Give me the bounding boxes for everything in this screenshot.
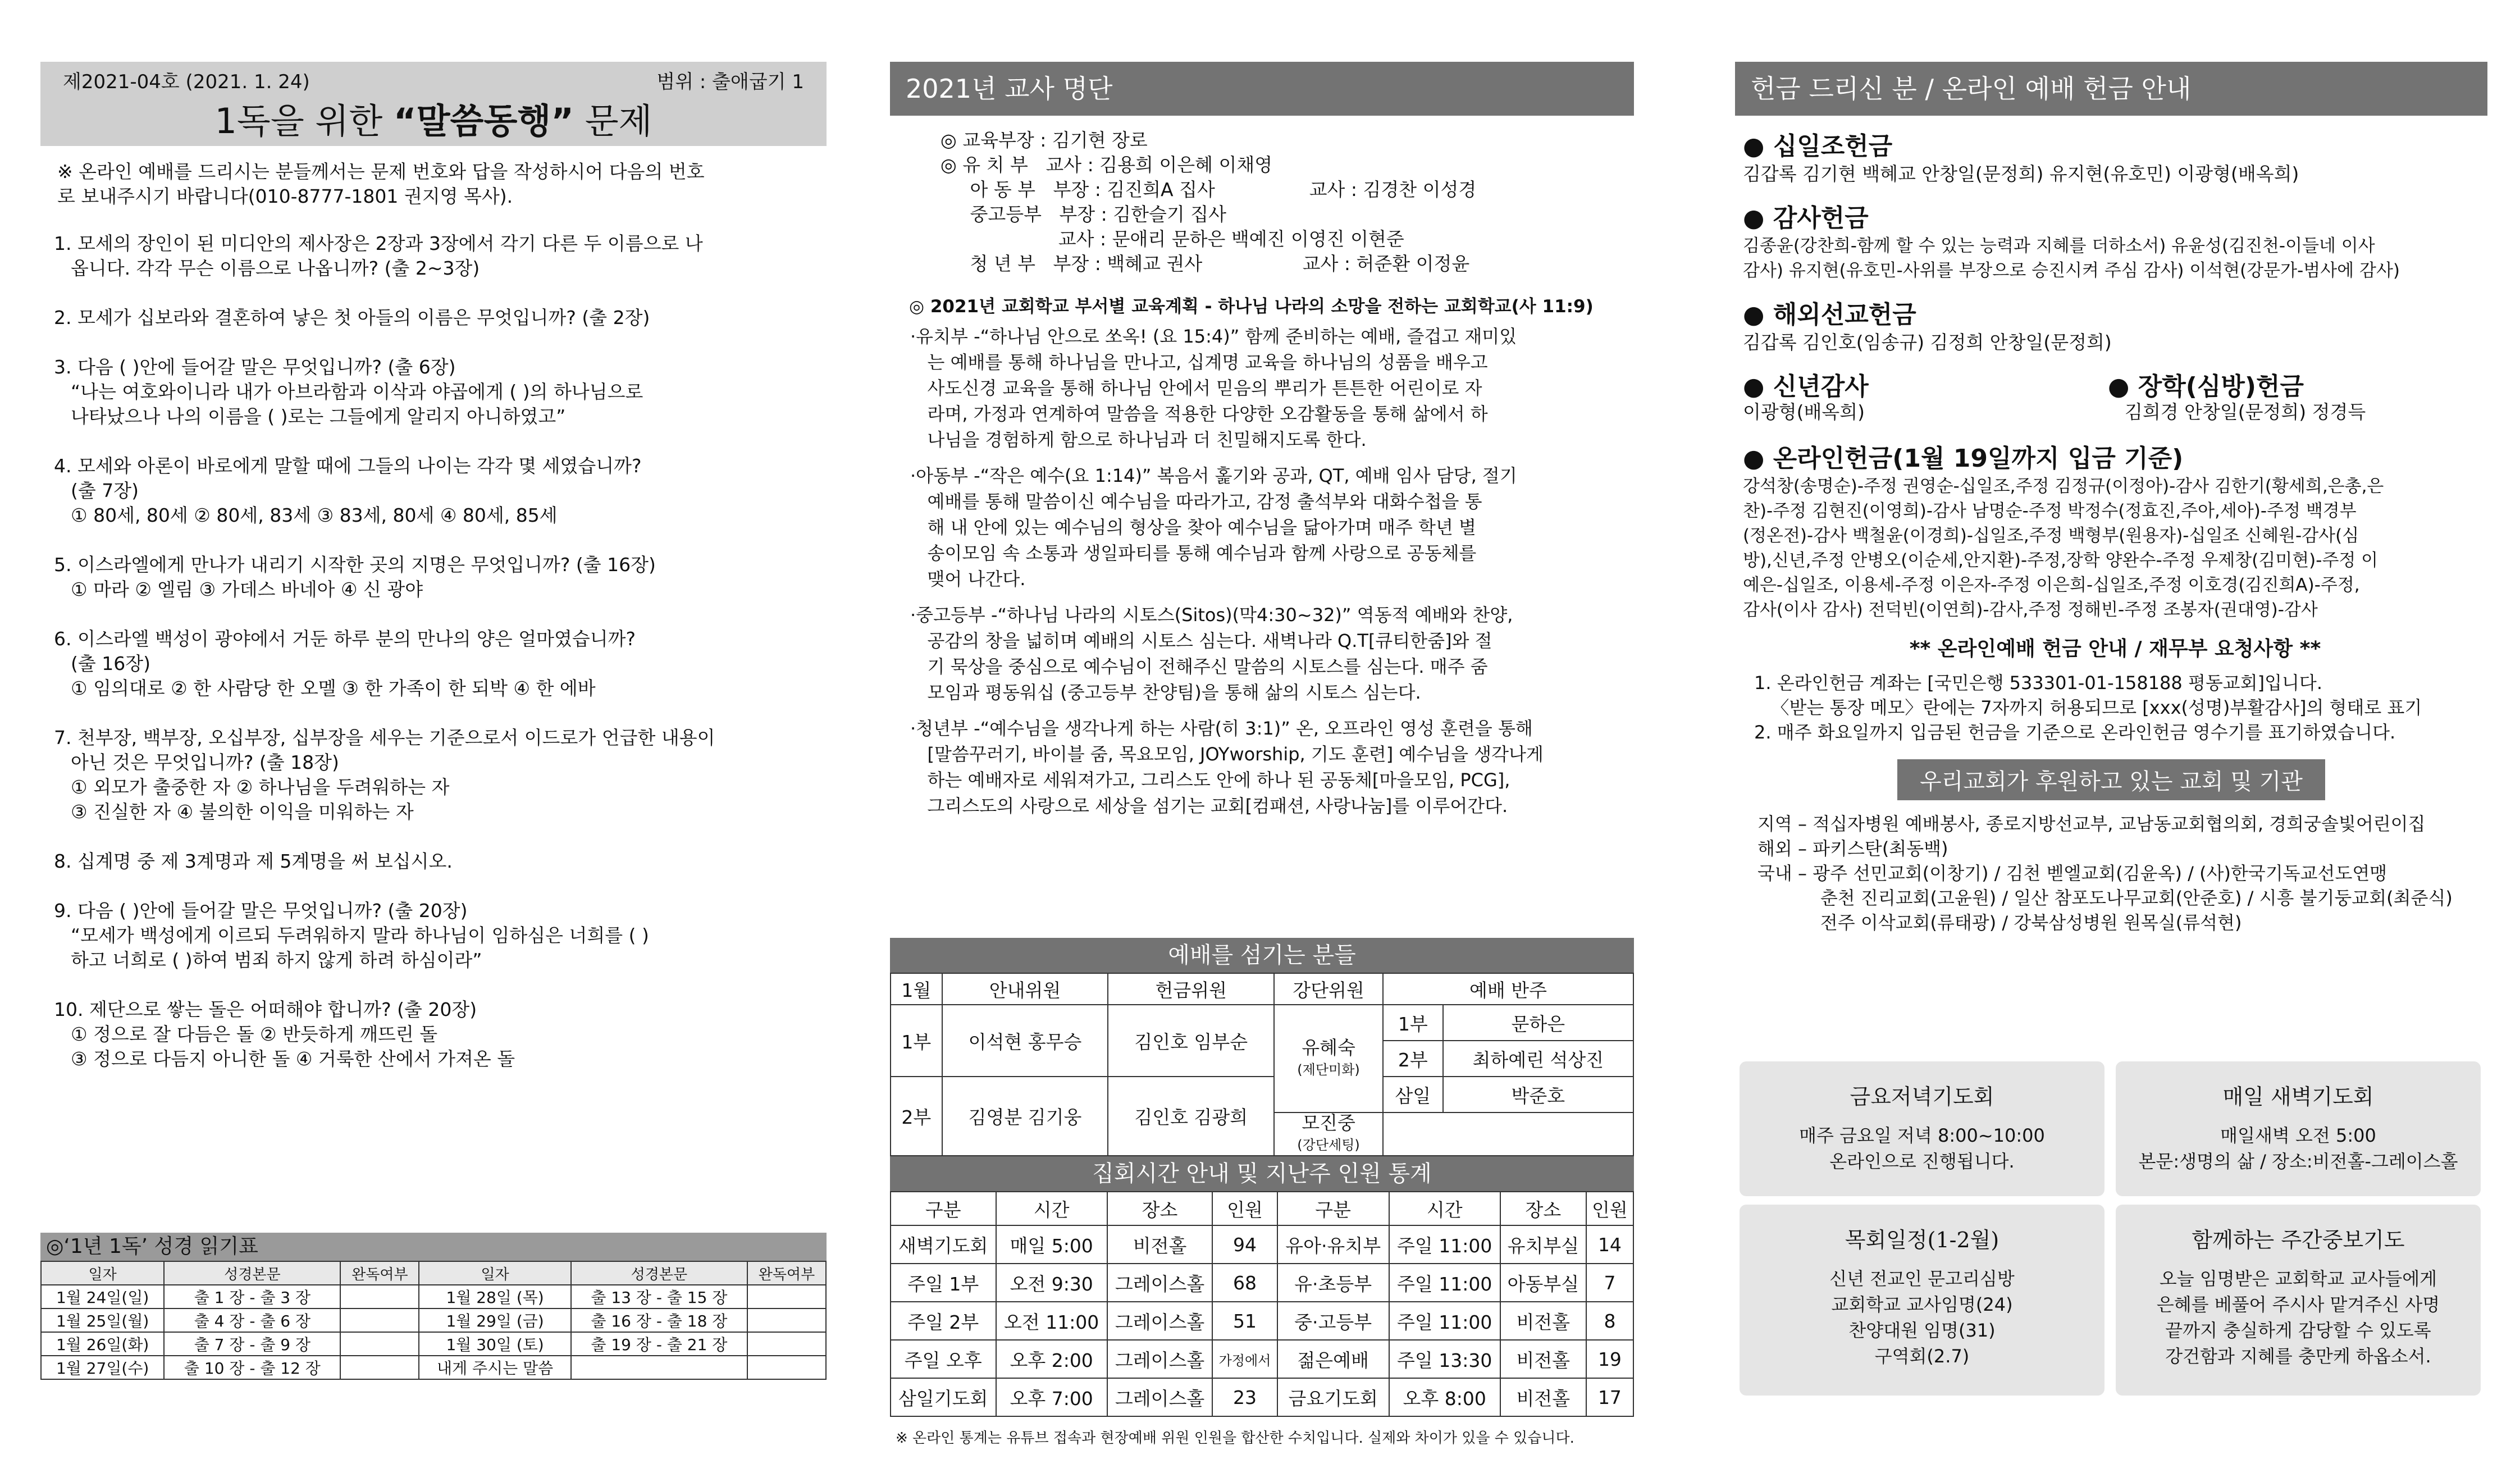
- reading-header: 완독여부: [340, 1261, 419, 1285]
- attendance-header: 시간: [1389, 1192, 1500, 1225]
- attendance-cell: 주일 11:00: [1389, 1264, 1500, 1302]
- attendance-cell: 중·고등부: [1277, 1302, 1389, 1340]
- box-title: 함께하는 주간중보기도: [2192, 1228, 2405, 1252]
- online-line: (정온전)-감사 백철윤(이경희)-십일조,주정 백형부(원용자)-십일조 신혜원-감사(심: [1743, 526, 2359, 546]
- attendance-cell: 94: [1212, 1225, 1277, 1264]
- thanks-line: 감사) 유지현(유호민-사위를 부장으로 승진시켜 주심 감사) 이석현(강문가-범사에 감사): [1743, 261, 2400, 281]
- servers-header: 강단위원: [1274, 973, 1383, 1005]
- support-line: 해외 – 파키스탄(최동백): [1757, 838, 1948, 859]
- attendance-header: 장소: [1500, 1192, 1586, 1225]
- plan-title: ◎ 2021년 교회학교 부서별 교육계획 - 하나님 나라의 소망을 전하는 교회학교(사 11:9): [909, 297, 1594, 317]
- box-line: 찬양대원 임명(31): [1848, 1320, 1996, 1341]
- servers-cell: 최하예린 석상진: [1443, 1041, 1633, 1077]
- teacher-line: 아 동 부 부장 : 김진희A 집사 교사 : 김경찬 이성경: [941, 179, 1477, 200]
- pulpit-role: (강단세팅): [1297, 1137, 1360, 1153]
- attendance-cell: 19: [1586, 1340, 1633, 1378]
- box-line: 끝까지 충실하게 감당할 수 있도록: [2165, 1320, 2431, 1341]
- attendance-cell: 오후 7:00: [996, 1378, 1107, 1416]
- plan-line: ·청년부 -“예수님을 생각나게 하는 사람(히 3:1)” 온, 오프라인 영성 훈련을 통해: [910, 718, 1533, 739]
- question-line: ① 외모가 출중한 자 ② 하나님을 두려워하는 자: [71, 776, 450, 798]
- quiz-question: [54, 355, 815, 429]
- attendance-row: [891, 1302, 1633, 1340]
- attendance-cell: 새벽기도회: [891, 1225, 996, 1264]
- reading-cell: 1월 27일(수): [41, 1356, 164, 1379]
- attendance-header: 인원: [1586, 1192, 1633, 1225]
- attendance-cell: 7: [1586, 1264, 1633, 1302]
- reading-row: [41, 1332, 826, 1356]
- attendance-cell: 주일 2부: [891, 1302, 996, 1340]
- servers-cell: 김인호 김광희: [1108, 1077, 1274, 1156]
- plan-line: 맺어 나간다.: [910, 568, 1026, 590]
- quiz-question: [54, 627, 815, 701]
- scholar-label: ● 장학(심방)헌금: [2108, 372, 2304, 401]
- attendance-header: 시간: [996, 1192, 1107, 1225]
- reading-cell: [340, 1332, 419, 1356]
- scholar-names: 김희경 안창일(문정희) 정경득: [2125, 401, 2366, 423]
- reading-cell: 출 13 장 - 출 15 장: [571, 1285, 747, 1308]
- reading-cell: [747, 1356, 826, 1379]
- plan-line: 해 내 안에 있는 예수님의 형상을 찾아 예수님을 닮아가며 매주 학년 별: [910, 517, 1476, 538]
- servers-table: [890, 973, 1634, 1156]
- reading-header: 완독여부: [747, 1261, 826, 1285]
- quiz-notice-line: 로 보내주시기 바랍니다(010-8777-1801 권지영 목사).: [57, 185, 513, 207]
- attendance-title: 집회시간 안내 및 지난주 인원 통계: [890, 1156, 1634, 1191]
- box-line: 은혜를 베풀어 주시사 맡겨주신 사명: [2156, 1294, 2440, 1315]
- quiz-title-post: 문제: [574, 101, 652, 142]
- question-line: 4. 모세와 아론이 바로에게 말할 때에 그들의 나이는 각각 몇 세였습니까?: [54, 455, 642, 477]
- box-line: 오늘 임명받은 교회학교 교사들에게: [2159, 1268, 2437, 1289]
- quiz-question: [54, 306, 815, 330]
- quiz-title-pre: 1독을 위한: [214, 101, 394, 142]
- question-list: [40, 209, 827, 1072]
- servers-cell: 1부: [1383, 1005, 1443, 1041]
- guide-line: 2. 매주 화요일까지 입금된 헌금을 기준으로 온라인헌금 영수기를 표기하였습니다.: [1754, 722, 2396, 743]
- attendance-cell: 비전홀: [1500, 1340, 1586, 1378]
- servers-title: 예배를 섬기는 분들: [890, 938, 1634, 973]
- plan-line: [말씀꾸러기, 바이블 줌, 목요모임, JOYworship, 기도 훈련] 예수님을 생각나게: [910, 744, 1544, 765]
- online-line: 감사(이사 감사) 전덕빈(이연희)-감사,주정 정해빈-주정 조봉자(권대영)-감사: [1743, 600, 2318, 620]
- reading-cell: 출 19 장 - 출 21 장: [571, 1332, 747, 1356]
- reading-cell: 1월 25일(월): [41, 1308, 164, 1332]
- box-line: 신년 전교인 문고리심방: [1829, 1268, 2015, 1289]
- servers-cell-pulpit2: [1274, 1113, 1383, 1156]
- reading-cell: [340, 1308, 419, 1332]
- box-line: 강건함과 지혜를 충만케 하옵소서.: [2165, 1346, 2431, 1367]
- attendance-cell: 68: [1212, 1264, 1277, 1302]
- attendance-row: [891, 1340, 1633, 1378]
- question-line: 아닌 것은 무엇입니까? (출 18장): [71, 751, 339, 773]
- attendance-cell: 8: [1586, 1302, 1633, 1340]
- servers-header: 1월: [891, 973, 942, 1005]
- support-line: 지역 – 적십자병원 예배봉사, 종로지방선교부, 교남동교회협의회, 경희궁솔빛어린이집: [1757, 813, 2426, 835]
- question-line: ① 정으로 잘 다듬은 돌 ② 반듯하게 깨뜨린 돌: [71, 1023, 438, 1045]
- online-line: 예은-십일조, 이용세-주정 이은자-주정 이은희-십일조,주정 이호경(김진희A)-주정,: [1743, 575, 2360, 595]
- attendance-note: ※ 온라인 통계는 유튜브 접속과 현장예배 위원 인원을 합산한 수치입니다. 실제와 차이가 있을 수 있습니다.: [896, 1430, 1574, 1447]
- servers-cell: 2부: [891, 1077, 942, 1156]
- question-line: ① 80세, 80세 ② 80세, 83세 ③ 83세, 80세 ④ 80세, 85세: [71, 504, 558, 526]
- question-line: “모세가 백성에게 이르되 두려워하지 말라 하나님이 임하심은 너희를 ( ): [71, 924, 649, 946]
- attendance-cell: 매일 5:00: [996, 1225, 1107, 1264]
- question-line: 2. 모세가 십보라와 결혼하여 낳은 첫 아들의 이름은 무엇입니까? (출 2장): [54, 307, 650, 329]
- reading-cell: [747, 1308, 826, 1332]
- support-list: [1735, 800, 2487, 935]
- attendance-cell: 비전홀: [1500, 1378, 1586, 1416]
- attendance-cell: 가정에서: [1212, 1340, 1277, 1378]
- plan-line: 하는 예배자로 세워져가고, 그리스도 안에 하나 된 공동체[마을모임, PCG],: [910, 769, 1510, 791]
- box-line: 온라인으로 진행됩니다.: [1829, 1151, 2015, 1172]
- teacher-line: 중고등부 부장 : 김한슬기 집사: [941, 203, 1227, 225]
- question-line: (출 7장): [71, 480, 139, 501]
- servers-cell: 2부: [1383, 1041, 1443, 1077]
- attendance-cell: 주일 1부: [891, 1264, 996, 1302]
- quiz-title-em: “말씀동행”: [393, 101, 574, 142]
- quiz-column: [40, 62, 827, 1072]
- question-line: 나타났으나 나의 이름을 ( )로는 그들에게 알리지 아니하였고”: [71, 405, 566, 427]
- reading-cell: 1월 26일(화): [41, 1332, 164, 1356]
- teacher-line: ◎ 유 치 부 교사 : 김용희 이은혜 이채영: [941, 154, 1273, 176]
- question-line: ① 임의대로 ② 한 사람당 한 오멜 ③ 한 가족이 한 되박 ④ 한 에바: [71, 677, 596, 699]
- reading-header: 일자: [419, 1261, 570, 1285]
- question-line: 옵니다. 각각 무슨 이름으로 나옵니까? (출 2~3장): [71, 257, 480, 279]
- teachers-title: 2021년 교사 명단: [890, 62, 1634, 116]
- servers-cell: 박준호: [1443, 1077, 1633, 1113]
- reading-cell: [340, 1356, 419, 1379]
- plan-line: 기 묵상을 중심으로 예수님이 전해주신 말씀의 시토스를 심는다. 매주 줌: [910, 656, 1488, 677]
- question-line: 8. 십계명 중 제 3계명과 제 5계명을 써 보십시오.: [54, 850, 453, 872]
- attendance-header: 장소: [1107, 1192, 1213, 1225]
- attendance-row: [891, 1225, 1633, 1264]
- attendance-cell: 그레이스홀: [1107, 1340, 1213, 1378]
- reading-cell: [571, 1356, 747, 1379]
- dawn-prayer-box: [2116, 1061, 2481, 1196]
- attendance-cell: 주일 오후: [891, 1340, 996, 1378]
- reading-cell: 출 7 장 - 출 9 장: [164, 1332, 340, 1356]
- offering-column: [1735, 62, 2487, 935]
- box-title: 금요저녁기도회: [1850, 1084, 1994, 1109]
- attendance-cell: 14: [1586, 1225, 1633, 1264]
- support-line: 전주 이삭교회(류태광) / 강북삼성병원 원목실(류석현): [1757, 912, 2242, 933]
- reading-cell: 1월 30일 (토): [419, 1332, 570, 1356]
- reading-row: [41, 1285, 826, 1308]
- guide-line: 1. 온라인헌금 계좌는 [국민은행 533301-01-158188 평동교회]입니다.: [1754, 672, 2322, 694]
- attendance-cell: 삼일기도회: [891, 1378, 996, 1416]
- mission-names: 김갑록 김인호(임송규) 김정희 안창일(문정희): [1743, 331, 2112, 353]
- attendance-cell: 오전 11:00: [996, 1302, 1107, 1340]
- teacher-line: 교사 : 문애리 문하은 백예진 이영진 이현준: [941, 228, 1404, 250]
- quiz-header: [40, 62, 827, 146]
- reading-row: [41, 1308, 826, 1332]
- attendance-cell: 51: [1212, 1302, 1277, 1340]
- question-line: ③ 정으로 다듬지 아니한 돌 ④ 거룩한 산에서 가져온 돌: [71, 1048, 515, 1070]
- question-line: ③ 진실한 자 ④ 불의한 이익을 미워하는 자: [71, 801, 414, 823]
- quiz-question: [54, 454, 815, 528]
- plan-line: 나님을 경험하게 함으로 하나님과 더 친밀해지도록 한다.: [910, 429, 1367, 450]
- newyear-label: ● 신년감사: [1743, 372, 1869, 401]
- reading-cell: 출 4 장 - 출 6 장: [164, 1308, 340, 1332]
- question-line: 하고 너희로 ( )하여 범죄 하지 않게 하려 하심이라”: [71, 949, 482, 971]
- thanks-label: ● 감사헌금: [1743, 204, 1869, 232]
- reading-header: 성경본문: [571, 1261, 747, 1285]
- attendance-cell: 17: [1586, 1378, 1633, 1416]
- box-line: 매일새벽 오전 5:00: [2220, 1125, 2376, 1146]
- attendance-cell: 유·초등부: [1277, 1264, 1389, 1302]
- box-line: 본문:생명의 삶 / 장소:비전홀-그레이스홀: [2138, 1151, 2458, 1172]
- mission-label: ● 해외선교헌금: [1743, 300, 1916, 329]
- question-line: 3. 다음 ( )안에 들어갈 말은 무엇입니까? (출 6장): [54, 356, 456, 378]
- newyear-names: 이광형(배옥희): [1743, 401, 1865, 423]
- online-line: 강석창(송명순)-주정 권영순-십일조,주정 김정규(이정아)-감사 김한기(황세희,은총,은: [1743, 476, 2384, 496]
- attendance-row: [891, 1264, 1633, 1302]
- guide-title: ** 온라인예배 헌금 안내 / 재무부 요청사항 **: [1909, 637, 2321, 660]
- question-line: ① 마라 ② 엘림 ③ 가데스 바네아 ④ 신 광야: [71, 578, 423, 600]
- question-line: “나는 여호와이니라 내가 아브라함과 이삭과 야곱에게 ( )의 하나님으로: [71, 381, 643, 403]
- support-line: 국내 – 광주 선민교회(이창기) / 김천 벧엘교회(김윤옥) / (사)한국기독교선도연맹: [1757, 863, 2387, 884]
- guide-list: [1743, 671, 2487, 745]
- attendance-cell: 오후 8:00: [1389, 1378, 1500, 1416]
- attendance-cell: 그레이스홀: [1107, 1264, 1213, 1302]
- servers-cell: 이석현 홍무승: [942, 1005, 1108, 1077]
- plan-line: 공감의 창을 넓히며 예배의 시토스 심는다. 새벽나라 Q.T[큐티한줌]와 절: [910, 630, 1492, 651]
- reading-cell: 1월 24일(일): [41, 1285, 164, 1308]
- plan-line: ·아동부 -“작은 예수(요 1:14)” 복음서 홅기와 공과, QT, 예배 임사 담당, 절기: [910, 465, 1517, 486]
- plan-list: [890, 323, 1634, 819]
- plan-line: 사도신경 교육을 통해 하나님 안에서 믿음의 뿌리가 튼튼한 어린이로 자: [910, 377, 1482, 399]
- attendance-cell: 유아·유치부: [1277, 1225, 1389, 1264]
- reading-title: ◎‘1년 1독’ 성경 읽기표: [40, 1233, 827, 1261]
- attendance-cell: 젊은예배: [1277, 1340, 1389, 1378]
- box-title: 매일 새벽기도회: [2222, 1084, 2374, 1109]
- offering-title: 헌금 드리신 분 / 온라인 예배 헌금 안내: [1735, 62, 2487, 116]
- quiz-question: [54, 553, 815, 602]
- question-line: 7. 천부장, 백부장, 오십부장, 십부장을 세우는 기준으로서 이드로가 언급한 내용이: [54, 727, 715, 749]
- quiz-question: [54, 849, 815, 874]
- reading-header: 성경본문: [164, 1261, 340, 1285]
- weekly-prayer-box: [2116, 1205, 2481, 1396]
- servers-section: [890, 938, 1634, 1451]
- question-line: 9. 다음 ( )안에 들어갈 말은 무엇입니까? (출 20장): [54, 900, 468, 922]
- plan-line: ·중고등부 -“하나님 나라의 시토스(Sitos)(막4:30~32)” 역동적 예배와 찬양,: [910, 604, 1513, 626]
- servers-cell: 김영분 김기웅: [942, 1077, 1108, 1156]
- attendance-cell: 그레이스홀: [1107, 1378, 1213, 1416]
- question-line: 6. 이스라엘 백성이 광야에서 거둔 하루 분의 만나의 양은 얼마였습니까?: [54, 628, 636, 650]
- plan-line: 는 예배를 통해 하나님을 만나고, 십계명 교육을 하나님의 성품을 배우고: [910, 352, 1488, 373]
- question-line: 10. 제단으로 쌓는 돌은 어떠해야 합니까? (출 20장): [54, 998, 477, 1020]
- reading-cell: [747, 1332, 826, 1356]
- plan-line: 그리스도의 사랑으로 세상을 섬기는 교회[컴패션, 사랑나눔]를 이루어간다.: [910, 795, 1508, 817]
- reading-cell: 출 1 장 - 출 3 장: [164, 1285, 340, 1308]
- reading-cell: 출 10 장 - 출 12 장: [164, 1356, 340, 1379]
- attendance-cell: 주일 13:30: [1389, 1340, 1500, 1378]
- servers-cell: 1부: [891, 1005, 942, 1077]
- servers-cell-pulpit: [1274, 1005, 1383, 1113]
- teacher-line: ◎ 교육부장 : 김기현 장로: [941, 129, 1148, 151]
- quiz-notice-line: ※ 온라인 예배를 드리시는 분들께서는 문제 번호와 답을 작성하시어 다음의 번호: [57, 161, 705, 183]
- pastoral-schedule-box: [1740, 1205, 2104, 1396]
- servers-cell: 문하은: [1443, 1005, 1633, 1041]
- plan-line: ·유치부 -“하나님 안으로 쏘옥! (요 15:4)” 함께 준비하는 예배, 즐겁고 재미있: [910, 326, 1517, 347]
- question-line: (출 16장): [71, 653, 150, 674]
- pulpit-name: 유혜숙: [1302, 1036, 1355, 1059]
- tithe-names: 김갑록 김기현 백혜교 안창일(문정희) 유지현(유호민) 이광형(배옥희): [1743, 163, 2299, 185]
- attendance-cell: 그레이스홀: [1107, 1302, 1213, 1340]
- reading-row: [41, 1356, 826, 1379]
- reading-cell: 내게 주시는 말씀: [419, 1356, 570, 1379]
- online-line: 방),신년,주정 안병오(이순세,안지환)-주정,장학 양완수-주정 우제창(김미현)-주정 이: [1743, 550, 2379, 571]
- pulpit-name: 모진중: [1302, 1112, 1355, 1134]
- attendance-header: 구분: [1277, 1192, 1389, 1225]
- box-line: 매주 금요일 저녁 8:00~10:00: [1799, 1125, 2045, 1146]
- reading-table: [40, 1261, 827, 1380]
- attendance-table: [890, 1191, 1634, 1417]
- attendance-cell: 오후 2:00: [996, 1340, 1107, 1378]
- reading-cell: 출 16 장 - 출 18 장: [571, 1308, 747, 1332]
- servers-cell: 삼일: [1383, 1077, 1443, 1113]
- attendance-cell: 비전홀: [1107, 1225, 1213, 1264]
- teacher-column: [890, 62, 1634, 819]
- quiz-question: [54, 231, 815, 281]
- attendance-cell: 23: [1212, 1378, 1277, 1416]
- quiz-title: [40, 93, 827, 143]
- servers-header: 안내위원: [942, 973, 1108, 1005]
- online-list: [1743, 474, 2487, 622]
- tithe-label: ● 십일조헌금: [1743, 132, 1893, 161]
- attendance-cell: 주일 11:00: [1389, 1302, 1500, 1340]
- box-line: 교회학교 교사임명(24): [1831, 1294, 2013, 1315]
- attendance-cell: 아동부실: [1500, 1264, 1586, 1302]
- question-line: 1. 모세의 장인이 된 미디안의 제사장은 2장과 3장에서 각기 다른 두 이름으로 나: [54, 232, 703, 254]
- quiz-question: [54, 899, 815, 973]
- teacher-line: 청 년 부 부장 : 백혜교 권사 교사 : 허준환 이정윤: [941, 253, 1470, 275]
- online-line: 찬)-주정 김현진(이영희)-감사 남명순-주정 박정수(정효진,주아,세아)-주정 백경부: [1743, 501, 2357, 521]
- plan-line: 송이모임 속 소통과 생일파티를 통해 예수님과 함께 사랑으로 공동체를: [910, 542, 1477, 564]
- servers-cell: 김인호 임부순: [1108, 1005, 1274, 1077]
- plan-line: 라며, 가정과 연계하여 말씀을 적용한 다양한 오감활동을 통해 삶에서 하: [910, 403, 1488, 425]
- quiz-question: [54, 997, 815, 1072]
- reading-table-section: [40, 1233, 827, 1380]
- online-label: ● 온라인헌금(1월 19일까지 입금 기준): [1743, 444, 2184, 473]
- attendance-cell: 주일 11:00: [1389, 1225, 1500, 1264]
- support-title: 우리교회가 후원하고 있는 교회 및 기관: [1897, 759, 2325, 800]
- attendance-cell: 오전 9:30: [996, 1264, 1107, 1302]
- issue-number: 제2021-04호 (2021. 1. 24): [63, 71, 310, 93]
- attendance-cell: 비전홀: [1500, 1302, 1586, 1340]
- plan-line: 모임과 평동워십 (중고등부 찬양팀)을 통해 삶의 시토스 심는다.: [910, 682, 1421, 703]
- servers-header: 예배 반주: [1383, 973, 1633, 1005]
- servers-header: 헌금위원: [1108, 973, 1274, 1005]
- question-line: 5. 이스라엘에게 만나가 내리기 시작한 곳의 지명은 무엇입니까? (출 16장): [54, 554, 656, 576]
- pulpit-role: (제단미화): [1297, 1061, 1360, 1078]
- quiz-question: [54, 726, 815, 824]
- quiz-scope: 범위 : 출애굽기 1: [656, 71, 804, 93]
- reading-header: 일자: [41, 1261, 164, 1285]
- box-line: 구역회(2.7): [1874, 1346, 1970, 1367]
- reading-cell: [340, 1285, 419, 1308]
- reading-cell: [747, 1285, 826, 1308]
- box-title: 목회일정(1-2월): [1845, 1228, 1999, 1252]
- attendance-header: 인원: [1212, 1192, 1277, 1225]
- reading-cell: 1월 28일 (목): [419, 1285, 570, 1308]
- support-line: 춘천 진리교회(고윤원) / 일산 참포도나무교회(안준호) / 시흥 불기둥교회(최준식): [1757, 887, 2453, 909]
- teacher-list: [890, 116, 1634, 276]
- attendance-cell: 유치부실: [1500, 1225, 1586, 1264]
- attendance-cell: 금요기도회: [1277, 1378, 1389, 1416]
- guide-line: 〈받는 통장 메모〉란에는 7자까지 허용되므로 [xxx(성명)부활감사]의 형태로 표기: [1754, 697, 2422, 718]
- thanks-line: 김종윤(강찬희-함께 할 수 있는 능력과 지혜를 더하소서) 유윤성(김진천-이들네 이사: [1743, 236, 2375, 256]
- friday-prayer-box: [1740, 1061, 2104, 1196]
- plan-line: 예배를 통해 말씀이신 예수님을 따라가고, 감정 출석부와 대화수첩을 통: [910, 491, 1482, 512]
- attendance-header: 구분: [891, 1192, 996, 1225]
- attendance-row: [891, 1378, 1633, 1416]
- servers-cell: [1383, 1113, 1633, 1156]
- reading-cell: 1월 29일 (금): [419, 1308, 570, 1332]
